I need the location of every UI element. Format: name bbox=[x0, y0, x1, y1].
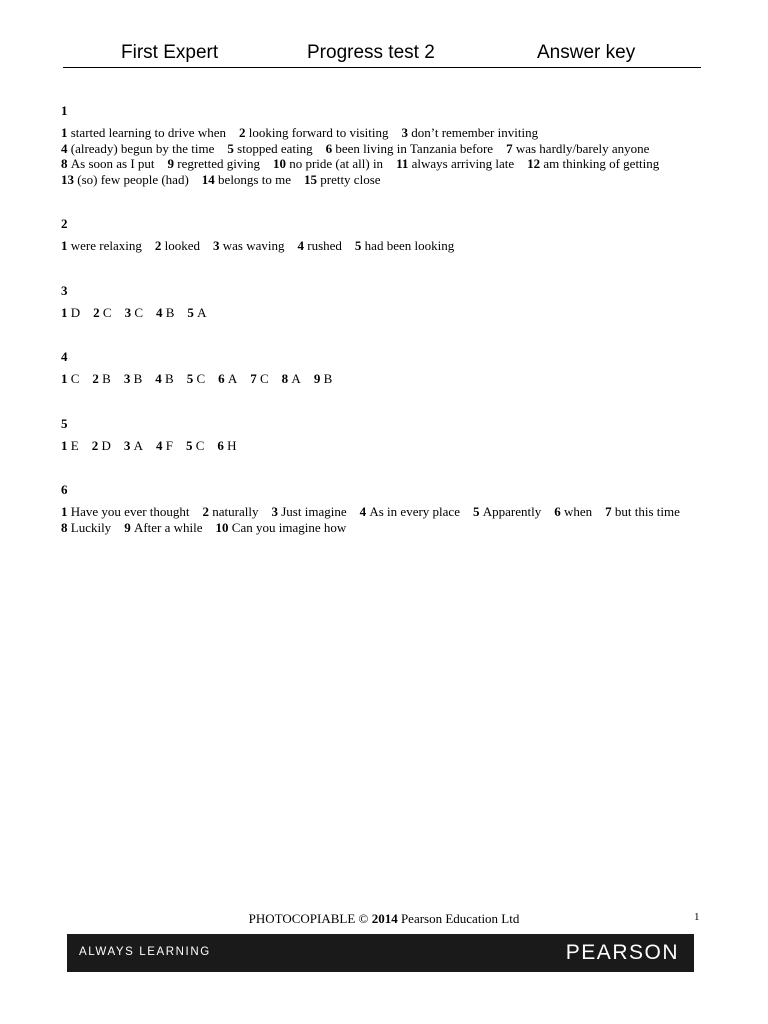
answer-number: 5 bbox=[354, 238, 362, 253]
answer-item bbox=[155, 371, 173, 386]
answer-section bbox=[61, 216, 703, 254]
answer-item bbox=[605, 504, 680, 519]
answer-item bbox=[124, 371, 142, 386]
section-answers bbox=[61, 305, 703, 321]
answer-text: A bbox=[133, 437, 143, 453]
answer-item bbox=[61, 438, 79, 453]
answer-text: looking forward to visiting bbox=[248, 125, 389, 140]
answer-section bbox=[61, 283, 703, 321]
section-number: 2 bbox=[61, 216, 68, 231]
answer-text: As soon as I put bbox=[70, 156, 155, 171]
answer-text: C bbox=[134, 304, 143, 320]
answer-number: 13 bbox=[61, 171, 74, 187]
answer-number: 7 bbox=[605, 504, 612, 519]
answer-text: but this time bbox=[614, 504, 680, 519]
answer-number: 1 bbox=[61, 504, 68, 519]
answer-number: 3 bbox=[271, 504, 278, 519]
answer-item bbox=[355, 238, 454, 253]
answer-item bbox=[187, 371, 205, 386]
answer-number: 15 bbox=[303, 171, 317, 187]
answer-text: C bbox=[196, 371, 206, 386]
answer-number: 1 bbox=[61, 304, 68, 320]
answer-text: C bbox=[70, 371, 80, 386]
answer-text: Apparently bbox=[482, 504, 542, 519]
answer-number: 5 bbox=[227, 140, 234, 156]
answer-item bbox=[239, 125, 389, 140]
answer-text: naturally bbox=[212, 504, 259, 519]
answer-text: C bbox=[195, 437, 205, 453]
answer-text: As in every place bbox=[369, 504, 460, 519]
answer-text: F bbox=[165, 437, 173, 453]
answer-number: 1 bbox=[61, 437, 68, 453]
answer-number: 5 bbox=[187, 304, 194, 320]
answer-number: 5 bbox=[186, 371, 194, 386]
answer-item bbox=[314, 371, 332, 386]
answer-text: belongs to me bbox=[218, 171, 291, 187]
copyright-line bbox=[0, 911, 768, 927]
answer-item bbox=[61, 371, 79, 386]
answer-item bbox=[527, 156, 659, 171]
answer-item bbox=[124, 438, 143, 453]
copyright-year: 2014 bbox=[371, 911, 398, 926]
answer-item bbox=[124, 520, 202, 535]
section-number: 4 bbox=[61, 349, 68, 364]
section-answers bbox=[61, 504, 703, 535]
answer-text: D bbox=[101, 437, 111, 453]
answer-item bbox=[218, 371, 237, 386]
answer-text: am thinking of getting bbox=[543, 156, 660, 171]
answer-text: C bbox=[102, 304, 112, 320]
answer-item bbox=[156, 438, 173, 453]
answer-item bbox=[61, 305, 80, 320]
answer-text: looked bbox=[164, 238, 200, 253]
answer-number: 1 bbox=[61, 238, 68, 253]
answer-item bbox=[202, 172, 291, 187]
answer-number: 5 bbox=[472, 504, 480, 519]
answer-number: 11 bbox=[396, 156, 409, 171]
answer-item bbox=[92, 371, 110, 386]
answer-section bbox=[61, 349, 703, 387]
answer-number: 9 bbox=[124, 519, 131, 535]
answer-item bbox=[155, 238, 200, 253]
answer-number: 8 bbox=[61, 519, 68, 535]
answer-item bbox=[473, 504, 541, 519]
answer-text: was waving bbox=[222, 238, 285, 253]
answer-item bbox=[61, 238, 142, 253]
answer-number: 5 bbox=[185, 437, 193, 453]
section-answers bbox=[61, 438, 703, 454]
page-number: 1 bbox=[694, 911, 700, 923]
answer-item bbox=[61, 141, 214, 156]
answer-item bbox=[326, 141, 493, 156]
section-answers bbox=[61, 125, 703, 187]
answer-text: Have you ever thought bbox=[70, 504, 190, 519]
answer-text: was hardly/barely anyone bbox=[515, 140, 650, 156]
answer-text: D bbox=[70, 304, 81, 320]
answer-number: 2 bbox=[92, 371, 99, 386]
document-type: Answer key bbox=[537, 42, 636, 63]
answer-number: 3 bbox=[401, 125, 408, 140]
answer-sections bbox=[61, 103, 703, 564]
answer-item bbox=[506, 141, 649, 156]
answer-item bbox=[61, 172, 189, 187]
answer-item bbox=[203, 504, 259, 519]
answer-number: 9 bbox=[313, 371, 321, 386]
answer-item bbox=[92, 438, 111, 453]
answer-text: rushed bbox=[307, 238, 342, 253]
answer-number: 1 bbox=[61, 125, 68, 140]
page-header bbox=[63, 42, 701, 68]
answer-item bbox=[168, 156, 260, 171]
answer-item bbox=[61, 156, 155, 171]
answer-item bbox=[360, 504, 460, 519]
answer-number: 8 bbox=[61, 156, 68, 171]
answer-number: 6 bbox=[217, 437, 224, 453]
answer-text: Luckily bbox=[70, 519, 112, 535]
answer-text: B bbox=[165, 371, 174, 386]
answer-text: Can you imagine how bbox=[231, 519, 347, 535]
answer-text: no pride (at all) in bbox=[289, 156, 384, 171]
answer-number: 1 bbox=[61, 371, 68, 386]
answer-item bbox=[282, 371, 301, 386]
section-answers bbox=[61, 371, 703, 387]
answer-text: were relaxing bbox=[70, 238, 142, 253]
answer-item bbox=[61, 504, 190, 519]
answer-number: 2 bbox=[202, 504, 210, 519]
answer-number: 4 bbox=[155, 304, 163, 320]
answer-text: A bbox=[227, 371, 238, 386]
answer-number: 2 bbox=[91, 437, 99, 453]
answer-item bbox=[93, 305, 111, 320]
answer-number: 14 bbox=[201, 171, 215, 187]
answer-number: 12 bbox=[527, 156, 541, 171]
answer-text: had been looking bbox=[364, 238, 455, 253]
section-number: 3 bbox=[61, 282, 68, 298]
answer-number: 6 bbox=[554, 504, 561, 519]
book-title: First Expert bbox=[121, 42, 219, 63]
answer-number: 6 bbox=[218, 371, 225, 386]
answer-item bbox=[554, 504, 592, 519]
answer-section bbox=[61, 416, 703, 454]
answer-text: been living in Tanzania before bbox=[335, 140, 494, 156]
answer-number: 8 bbox=[281, 371, 289, 386]
answer-item bbox=[61, 520, 111, 535]
answer-number: 3 bbox=[213, 238, 220, 253]
answer-text: (so) few people (had) bbox=[77, 171, 189, 187]
copyright-prefix: PHOTOCOPIABLE © bbox=[248, 911, 369, 926]
answer-number: 3 bbox=[123, 437, 131, 453]
answer-number: 3 bbox=[123, 371, 131, 386]
answer-number: 2 bbox=[154, 238, 162, 253]
answer-number: 2 bbox=[238, 125, 246, 140]
answer-text: C bbox=[260, 371, 269, 386]
answer-number: 4 bbox=[297, 238, 304, 253]
banner-tagline: ALWAYS LEARNING bbox=[79, 946, 211, 958]
answer-item bbox=[273, 156, 383, 171]
answer-number: 10 bbox=[215, 519, 229, 535]
answer-item bbox=[217, 438, 236, 453]
section-number: 6 bbox=[61, 482, 68, 497]
answer-item bbox=[396, 156, 514, 171]
section-answers bbox=[61, 238, 703, 254]
answer-number: 2 bbox=[93, 304, 100, 320]
answer-text: when bbox=[563, 504, 593, 519]
answer-item bbox=[216, 520, 347, 535]
answer-text: don’t remember inviting bbox=[411, 125, 539, 140]
publisher-logo: PEARSON bbox=[565, 941, 679, 964]
answer-item bbox=[272, 504, 347, 519]
answer-section bbox=[61, 103, 703, 187]
answer-number: 6 bbox=[325, 140, 333, 156]
answer-text: B bbox=[133, 371, 143, 386]
answer-item bbox=[186, 438, 204, 453]
answer-text: always arriving late bbox=[411, 156, 515, 171]
answer-text: H bbox=[227, 437, 237, 453]
answer-item bbox=[213, 238, 285, 253]
publisher-banner bbox=[67, 934, 694, 972]
answer-number: 7 bbox=[506, 140, 513, 156]
answer-item bbox=[61, 125, 226, 140]
answer-text: B bbox=[323, 371, 333, 386]
answer-item bbox=[125, 305, 143, 320]
answer-section bbox=[61, 482, 703, 535]
test-title: Progress test 2 bbox=[307, 42, 435, 63]
answer-item bbox=[250, 371, 268, 386]
answer-item bbox=[401, 125, 538, 140]
answer-number: 4 bbox=[359, 504, 367, 519]
answer-number: 10 bbox=[272, 156, 286, 171]
section-number: 5 bbox=[61, 415, 68, 431]
section-number: 1 bbox=[61, 103, 68, 118]
answer-item bbox=[298, 238, 342, 253]
answer-text: E bbox=[70, 437, 79, 453]
answer-text: regretted giving bbox=[177, 156, 260, 171]
answer-item bbox=[227, 141, 312, 156]
answer-text: started learning to drive when bbox=[70, 125, 226, 140]
answer-number: 7 bbox=[250, 371, 257, 386]
answer-number: 3 bbox=[124, 304, 132, 320]
answer-text: B bbox=[165, 304, 175, 320]
answer-text: pretty close bbox=[320, 171, 381, 187]
copyright-holder: Pearson Education Ltd bbox=[400, 911, 520, 926]
answer-number: 4 bbox=[61, 140, 68, 156]
answer-text: stopped eating bbox=[237, 140, 313, 156]
answer-number: 4 bbox=[155, 437, 163, 453]
answer-text: A bbox=[197, 304, 207, 320]
answer-text: After a while bbox=[133, 519, 203, 535]
answer-number: 9 bbox=[167, 156, 175, 171]
answer-number: 4 bbox=[155, 371, 162, 386]
answer-text: B bbox=[102, 371, 111, 386]
answer-item bbox=[187, 305, 206, 320]
answer-text: A bbox=[291, 371, 301, 386]
answer-item bbox=[156, 305, 174, 320]
answer-text: Just imagine bbox=[281, 504, 347, 519]
answer-text: (already) begun by the time bbox=[70, 140, 215, 156]
answer-item bbox=[304, 172, 381, 187]
